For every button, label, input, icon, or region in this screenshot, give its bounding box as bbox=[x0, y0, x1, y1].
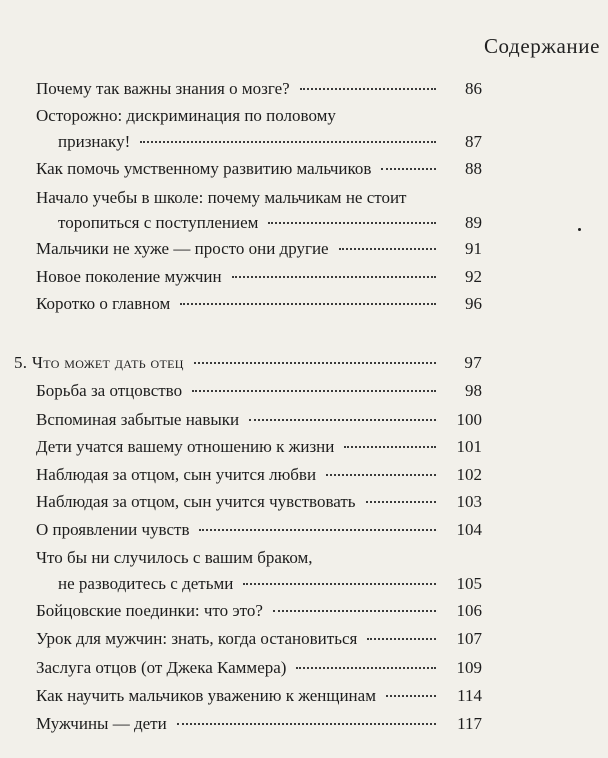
toc-entry-title: Наблюдая за отцом, сын учится любви bbox=[36, 465, 317, 484]
toc-entry-title-line2: торопиться с поступлением bbox=[58, 213, 259, 232]
toc-entry bbox=[36, 378, 482, 403]
toc-entry bbox=[36, 711, 482, 736]
ink-speck bbox=[578, 228, 581, 231]
toc-entry bbox=[58, 571, 482, 596]
leader-dots bbox=[344, 446, 436, 448]
toc-entry-page: 88 bbox=[465, 159, 482, 178]
toc-entry bbox=[36, 598, 482, 623]
toc-entry-title: Бойцовские поединки: что это? bbox=[36, 601, 263, 620]
leader-dots bbox=[339, 248, 436, 250]
toc-chapter-title: 5. Что может дать отец bbox=[14, 353, 184, 372]
toc-entry bbox=[36, 236, 482, 261]
toc-entry-title: Коротко о главном bbox=[36, 294, 171, 313]
leader-dots bbox=[300, 88, 436, 90]
toc-chapter bbox=[14, 350, 482, 375]
toc-entry bbox=[36, 264, 482, 289]
leader-dots bbox=[296, 667, 436, 669]
toc-entry-page: 96 bbox=[465, 294, 482, 313]
leader-dots bbox=[243, 583, 436, 585]
toc-entry-page: 104 bbox=[456, 520, 482, 539]
toc-entry bbox=[36, 434, 482, 459]
leader-dots bbox=[249, 419, 436, 421]
running-header: Содержание bbox=[483, 34, 600, 58]
toc-entry bbox=[36, 683, 482, 708]
leader-dots bbox=[192, 390, 436, 392]
leader-dots bbox=[273, 610, 436, 612]
toc-entry-page: 89 bbox=[465, 213, 482, 232]
leader-dots bbox=[386, 695, 436, 697]
toc-entry-page: 107 bbox=[456, 629, 482, 648]
toc-entry-title: Заслуга отцов (от Джека Каммера) bbox=[36, 658, 287, 677]
toc-entry-page: 92 bbox=[465, 267, 482, 286]
toc-entry-page: 114 bbox=[457, 686, 482, 705]
toc-entry-title-line2: признаку! bbox=[58, 132, 131, 151]
toc-entry-title: Дети учатся вашему отношению к жизни bbox=[36, 437, 335, 456]
toc-entry-title: Как помочь умственному развитию мальчиков bbox=[36, 159, 372, 178]
leader-dots bbox=[232, 276, 436, 278]
leader-dots bbox=[381, 168, 436, 170]
toc-entry-page: 109 bbox=[456, 658, 482, 677]
toc-entry-title: Наблюдая за отцом, сын учится чувствовать bbox=[36, 492, 356, 511]
toc-entry bbox=[36, 76, 482, 101]
toc-entry-page: 117 bbox=[457, 714, 482, 733]
toc-entry bbox=[58, 210, 482, 235]
toc-entry-title: Мужчины — дети bbox=[36, 714, 167, 733]
leader-dots bbox=[140, 141, 436, 143]
leader-dots bbox=[326, 474, 436, 476]
toc-entry-page: 102 bbox=[456, 465, 482, 484]
leader-dots bbox=[366, 501, 436, 503]
toc-entry-page: 106 bbox=[456, 601, 482, 620]
toc-entry bbox=[36, 462, 482, 487]
toc-entry-title-line1: Осторожно: дискриминация по половому bbox=[36, 106, 336, 125]
leader-dots bbox=[177, 723, 436, 725]
toc-entry-page: 101 bbox=[456, 437, 482, 456]
toc-entry bbox=[36, 291, 482, 316]
toc-entry-title-line1: Начало учебы в школе: почему мальчикам не стоит bbox=[36, 188, 407, 207]
toc-entry-title: О проявлении чувств bbox=[36, 520, 190, 539]
toc-entry-page: 100 bbox=[456, 410, 482, 429]
toc-entry-page: 86 bbox=[465, 79, 482, 98]
toc-entry-title: Вспоминая забытые навыки bbox=[36, 410, 240, 429]
toc-entry bbox=[36, 517, 482, 542]
toc-entry-title: Мальчики не хуже — просто они другие bbox=[36, 239, 329, 258]
toc-entry-title: Как научить мальчиков уважению к женщинам bbox=[36, 686, 376, 705]
toc-entry-title-line1: Что бы ни случилось с вашим браком, bbox=[36, 548, 313, 567]
toc-entry bbox=[58, 129, 482, 154]
leader-dots bbox=[199, 529, 436, 531]
toc-entry bbox=[36, 626, 482, 651]
toc-entry-title: Почему так важны знания о мозге? bbox=[36, 79, 290, 98]
toc-entry-title: Новое поколение мужчин bbox=[36, 267, 222, 286]
toc-entry-page: 98 bbox=[465, 381, 482, 400]
toc-entry bbox=[36, 156, 482, 181]
toc-entry-page: 87 bbox=[465, 132, 482, 151]
toc-chapter-page: 97 bbox=[464, 353, 482, 372]
toc-entry-page: 103 bbox=[456, 492, 482, 511]
toc-entry bbox=[36, 407, 482, 432]
toc-entry bbox=[36, 655, 482, 680]
leader-dots bbox=[194, 362, 436, 364]
leader-dots bbox=[180, 303, 436, 305]
leader-dots bbox=[268, 222, 436, 224]
toc-entry-page: 91 bbox=[465, 239, 482, 258]
leader-dots bbox=[367, 638, 436, 640]
toc-entry-title-line2: не разводитесь с детьми bbox=[58, 574, 234, 593]
toc-entry bbox=[36, 489, 482, 514]
toc-entry-title: Борьба за отцовство bbox=[36, 381, 183, 400]
toc-entry-page: 105 bbox=[456, 574, 482, 593]
toc-entry-title: Урок для мужчин: знать, когда остановиться bbox=[36, 629, 358, 648]
